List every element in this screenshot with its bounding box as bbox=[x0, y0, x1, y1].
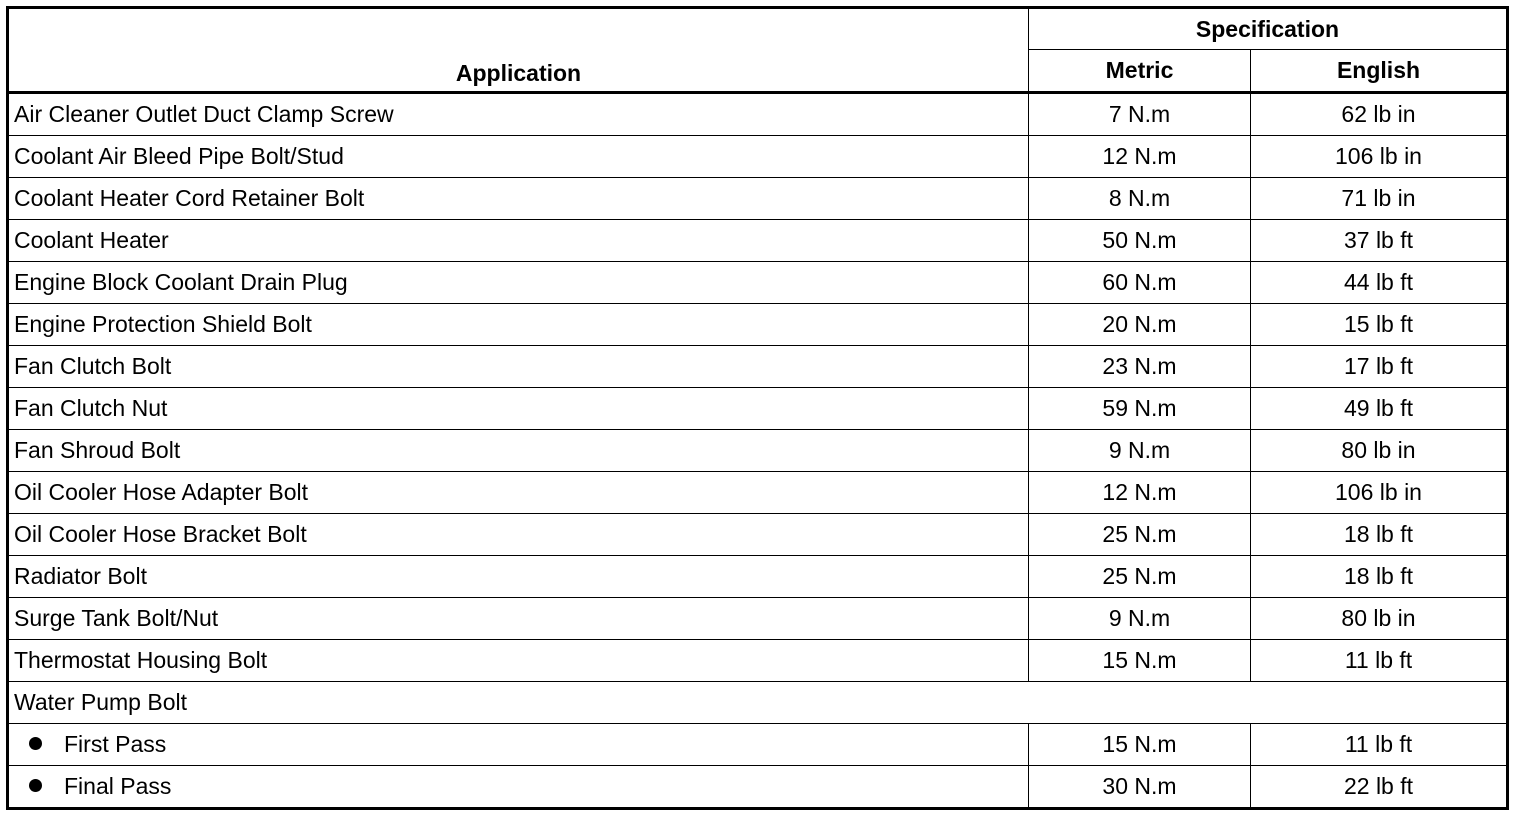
final-pass-label: Final Pass bbox=[64, 773, 172, 799]
table-row bbox=[8, 430, 1508, 472]
table-row bbox=[8, 472, 1508, 514]
table-row bbox=[8, 262, 1508, 304]
bullet-icon bbox=[29, 779, 42, 792]
metric-cell: 60 N.m bbox=[1029, 262, 1251, 304]
english-cell: 71 lb in bbox=[1251, 178, 1508, 220]
english-cell: 80 lb in bbox=[1251, 598, 1508, 640]
english-cell: 18 lb ft bbox=[1251, 514, 1508, 556]
english-cell: 11 lb ft bbox=[1251, 640, 1508, 682]
table-row bbox=[8, 178, 1508, 220]
application-cell: Thermostat Housing Bolt bbox=[8, 640, 1029, 682]
metric-cell: 25 N.m bbox=[1029, 556, 1251, 598]
application-cell: Surge Tank Bolt/Nut bbox=[8, 598, 1029, 640]
metric-cell: 25 N.m bbox=[1029, 514, 1251, 556]
water-pump-label: Water Pump Bolt bbox=[8, 682, 1508, 724]
metric-cell: 9 N.m bbox=[1029, 430, 1251, 472]
english-cell: 44 lb ft bbox=[1251, 262, 1508, 304]
application-cell: Engine Block Coolant Drain Plug bbox=[8, 262, 1029, 304]
application-header: Application bbox=[8, 8, 1029, 93]
application-cell: Fan Shroud Bolt bbox=[8, 430, 1029, 472]
metric-cell: 15 N.m bbox=[1029, 640, 1251, 682]
first-pass-label: First Pass bbox=[64, 731, 167, 757]
specification-header: Specification bbox=[1029, 8, 1508, 50]
english-cell: 106 lb in bbox=[1251, 136, 1508, 178]
metric-cell: 12 N.m bbox=[1029, 136, 1251, 178]
application-cell: Air Cleaner Outlet Duct Clamp Screw bbox=[8, 93, 1029, 136]
final-pass-cell bbox=[8, 766, 1029, 809]
table-row bbox=[8, 93, 1508, 136]
first-pass-cell bbox=[8, 724, 1029, 766]
table-row bbox=[8, 136, 1508, 178]
table-row bbox=[8, 514, 1508, 556]
table-row bbox=[8, 304, 1508, 346]
application-cell: Fan Clutch Bolt bbox=[8, 346, 1029, 388]
metric-cell: 8 N.m bbox=[1029, 178, 1251, 220]
metric-header: Metric bbox=[1029, 50, 1251, 93]
table-row bbox=[8, 640, 1508, 682]
metric-cell: 9 N.m bbox=[1029, 598, 1251, 640]
application-cell: Oil Cooler Hose Bracket Bolt bbox=[8, 514, 1029, 556]
application-cell: Radiator Bolt bbox=[8, 556, 1029, 598]
english-cell: 49 lb ft bbox=[1251, 388, 1508, 430]
application-cell: Coolant Air Bleed Pipe Bolt/Stud bbox=[8, 136, 1029, 178]
application-cell: Coolant Heater Cord Retainer Bolt bbox=[8, 178, 1029, 220]
water-pump-group-row bbox=[8, 682, 1508, 724]
metric-cell: 7 N.m bbox=[1029, 93, 1251, 136]
english-cell: 22 lb ft bbox=[1251, 766, 1508, 809]
english-cell: 17 lb ft bbox=[1251, 346, 1508, 388]
english-cell: 80 lb in bbox=[1251, 430, 1508, 472]
table-row bbox=[8, 388, 1508, 430]
application-cell: Fan Clutch Nut bbox=[8, 388, 1029, 430]
application-cell: Oil Cooler Hose Adapter Bolt bbox=[8, 472, 1029, 514]
metric-cell: 20 N.m bbox=[1029, 304, 1251, 346]
bullet-icon bbox=[29, 737, 42, 750]
application-cell: Engine Protection Shield Bolt bbox=[8, 304, 1029, 346]
table-row bbox=[8, 598, 1508, 640]
english-header: English bbox=[1251, 50, 1508, 93]
metric-cell: 30 N.m bbox=[1029, 766, 1251, 809]
english-cell: 37 lb ft bbox=[1251, 220, 1508, 262]
metric-cell: 12 N.m bbox=[1029, 472, 1251, 514]
table-row bbox=[8, 724, 1508, 766]
english-cell: 18 lb ft bbox=[1251, 556, 1508, 598]
english-cell: 11 lb ft bbox=[1251, 724, 1508, 766]
english-cell: 106 lb in bbox=[1251, 472, 1508, 514]
table-row bbox=[8, 220, 1508, 262]
metric-cell: 50 N.m bbox=[1029, 220, 1251, 262]
table-row bbox=[8, 766, 1508, 809]
metric-cell: 15 N.m bbox=[1029, 724, 1251, 766]
table-row bbox=[8, 346, 1508, 388]
english-cell: 62 lb in bbox=[1251, 93, 1508, 136]
metric-cell: 23 N.m bbox=[1029, 346, 1251, 388]
torque-spec-table bbox=[6, 6, 1509, 810]
table-row bbox=[8, 556, 1508, 598]
english-cell: 15 lb ft bbox=[1251, 304, 1508, 346]
application-cell: Coolant Heater bbox=[8, 220, 1029, 262]
metric-cell: 59 N.m bbox=[1029, 388, 1251, 430]
